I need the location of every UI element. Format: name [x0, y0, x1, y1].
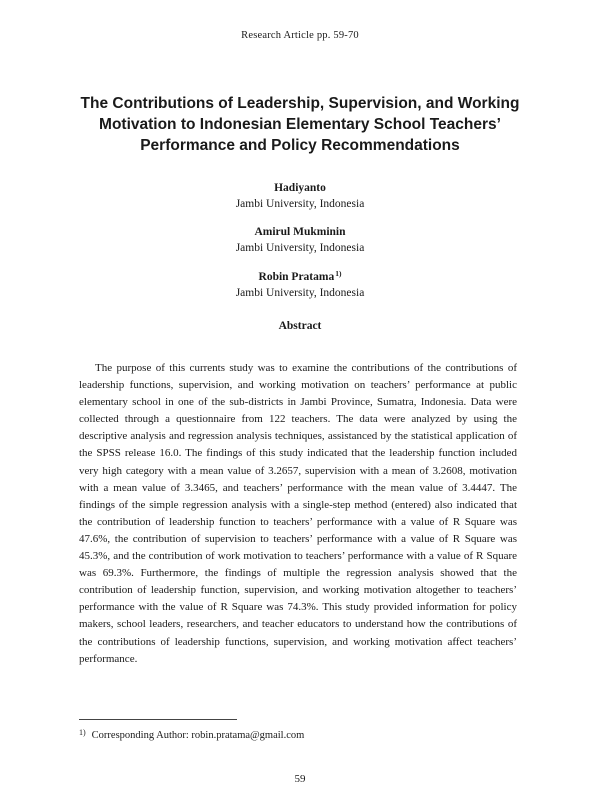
author-block — [0, 180, 600, 212]
author-affiliation: Jambi University, Indonesia — [235, 287, 365, 299]
abstract-heading: Abstract — [278, 320, 322, 332]
author-block — [0, 266, 600, 301]
page-number: 59 — [294, 773, 306, 785]
author-affiliation: Jambi University, Indonesia — [235, 198, 365, 210]
author-name-text: Robin Pratama — [258, 271, 335, 283]
footnote-divider — [79, 719, 237, 720]
abstract-body: The purpose of this currents study was to examine the contributions of the contributions of leadership functions, supervision, and working motivation on teachers’ performance at public elementary school in one of the sub-districts in Jambi Province, Sumatra, Indonesia. Data were collected through a questionnaire from 122 teachers. The data were analyzed by using the descriptive analysis and regression analysis techniques, assistanced by the statistical application of the SPSS release 16.0. The findings of this study indicated that the leadership function included very high category with a mean value of 3.2657, supervision with a mean of 3.2608, motivation with a mean value of 3.3465, and teachers’ performance with the mean value of 3.4447. The findings of the simple regression analysis with a single-step method (entered) also indicated that the contribution of leadership function to teachers’ performance with a value of R Square was 47.6%, the contribution of supervision to teachers’ performance with a value of R Square was 45.3%, and the contribution of work motivation to teachers’ performance with a value of R Square was 69.3%. Furthermore, the findings of multiple the regression analysis showed that the contribution of leadership function, supervision, and working motivation altogether to teachers’ performance with the value of R Square was 74.3%. This study provided information for policy makers, school leaders, researchers, and teacher educators to understand how the contributions of the contributions of leadership functions, supervision, and working motivation affect teachers’ performance. — [79, 362, 517, 665]
author-block — [0, 224, 600, 256]
footnote — [79, 728, 304, 741]
corresponding-author-name — [0, 266, 600, 285]
author-name: Amirul Mukminin — [254, 226, 346, 238]
author-name: Hadiyanto — [274, 182, 326, 194]
footnote-marker[interactable]: 1) — [335, 269, 342, 278]
paper-title: The Contributions of Leadership, Supervision, and Working Motivation to Indonesian Elementary School Teachers’ Performance and Policy Recommendations — [80, 95, 520, 154]
running-header: Research Article pp. 59-70 — [241, 30, 359, 41]
footnote-mark: 1) — [79, 728, 86, 737]
author-affiliation: Jambi University, Indonesia — [235, 242, 365, 254]
footnote-text[interactable]: Corresponding Author: robin.pratama@gmail.com — [91, 730, 305, 741]
